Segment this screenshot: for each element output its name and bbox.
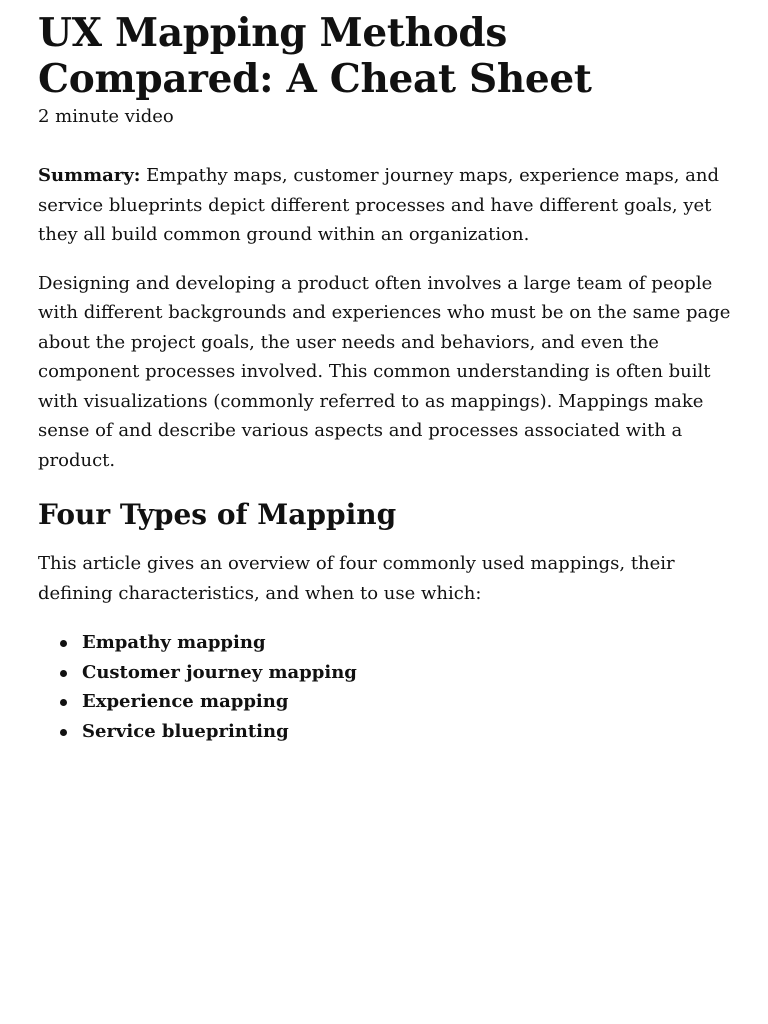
mapping-types-list: [38, 628, 732, 746]
bullet-icon: [60, 729, 67, 736]
list-item: [60, 658, 732, 688]
article-title: UX Mapping Methods Compared: A Cheat Sheet: [38, 10, 592, 102]
summary-paragraph: [38, 161, 732, 250]
summary-label: Summary:: [38, 165, 141, 186]
video-length: 2 minute video: [38, 106, 174, 127]
list-item-label: Experience mapping: [82, 691, 289, 712]
bullet-icon: [60, 640, 67, 647]
intro-paragraph: Designing and developing a product often involves a large team of people with different backgrounds and experiences who must be on the same page about the project goals, the user needs and behaviors, and even the component processes involved. This common understanding is often built with visualizations (commonly referred to as mappings). Mappings make sense of and describe various aspects and processes associated with a product.: [38, 272, 731, 471]
summary-text: Empathy maps, customer journey maps, experience maps, and service blueprints depict different processes and have different goals, yet they all build common ground within an organization.: [38, 165, 720, 245]
list-item: [60, 687, 732, 717]
list-item: [60, 717, 732, 747]
list-item-label: Customer journey mapping: [82, 661, 357, 683]
list-item-label: Empathy mapping: [82, 632, 266, 653]
overview-paragraph: This article gives an overview of four commonly used mappings, their defining characteristics, and when to use which:: [38, 553, 675, 604]
bullet-icon: [60, 670, 67, 677]
section-heading: Four Types of Mapping: [38, 498, 397, 531]
list-item: [60, 628, 732, 658]
bullet-icon: [60, 699, 67, 706]
list-item-label: Service blueprinting: [82, 720, 289, 742]
